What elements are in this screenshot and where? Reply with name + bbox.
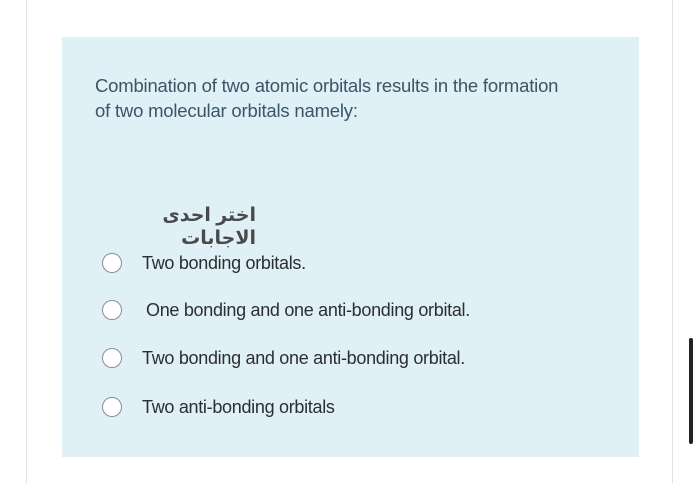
question-text: Combination of two atomic orbitals results in the formation of two molecular orbitals namely: (95, 75, 559, 121)
page-edge-left (26, 0, 27, 483)
answer-option-label: Two bonding orbitals. (142, 252, 306, 273)
answer-option-label: Two anti-bonding orbitals (142, 396, 335, 417)
answer-option-1[interactable] (102, 249, 306, 277)
radio-button-2[interactable] (102, 300, 122, 320)
answer-option-3[interactable] (102, 344, 465, 372)
answer-option-label: One bonding and one anti-bonding orbital. (146, 299, 470, 320)
answer-option-label: Two bonding and one anti-bonding orbital. (142, 347, 465, 368)
radio-button-1[interactable] (102, 253, 122, 273)
radio-button-3[interactable] (102, 348, 122, 368)
choose-one-answer-label: اختر احدى الاجابات (162, 205, 256, 249)
answer-option-4[interactable] (102, 393, 335, 421)
radio-button-4[interactable] (102, 397, 122, 417)
answer-option-2[interactable] (102, 296, 470, 324)
scrollbar-thumb[interactable] (689, 338, 693, 444)
page-edge-right (672, 0, 673, 483)
question-card (62, 37, 639, 457)
